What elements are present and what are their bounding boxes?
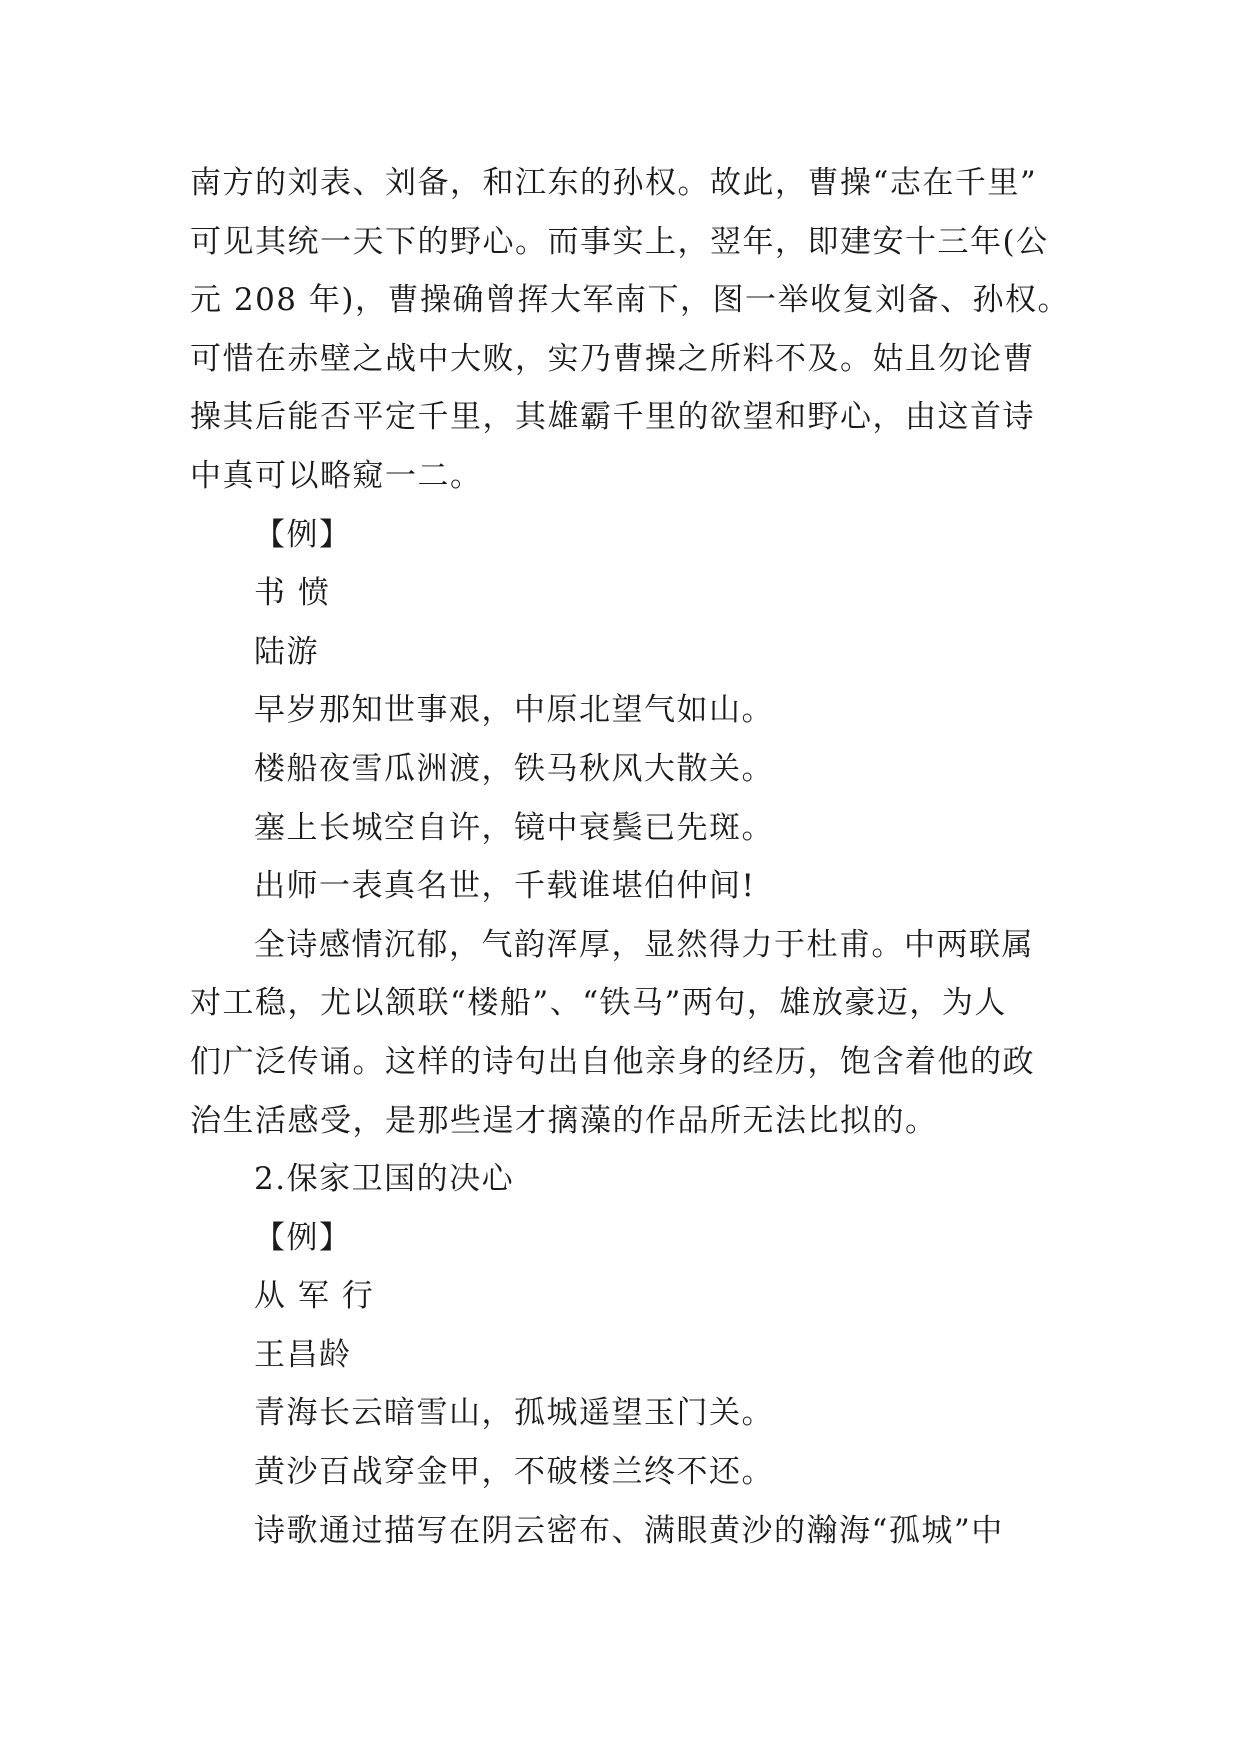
poem-verse-line: 楼船夜雪瓜洲渡，铁马秋风大散关。 [254,750,774,787]
section-heading: 2.保家卫国的决心 [254,1161,515,1198]
poem-verse-line: 早岁那知世事艰，中原北望气如山。 [254,692,774,729]
body-text-line: 操其后能否平定千里，其雄霸千里的欲望和野心，由这首诗 [190,399,1035,436]
body-text-line: 南方的刘表、刘备，和江东的孙权。故此，曹操“志在千里” [190,165,1038,201]
poem-author: 王昌龄 [254,1336,352,1373]
body-text-line: 元 208 年)，曹操确曾挥大军南下，图一举收复刘备、孙权。 [190,282,1070,319]
body-text-line: 可惜在赤壁之战中大败，实乃曹操之所料不及。姑且勿论曹 [190,340,1035,377]
body-text-line: 中真可以略窥一二。 [190,457,483,494]
example-marker: 【例】 [254,1219,352,1256]
poem-verse-line: 出师一表真名世，千载谁堪伯仲间! [254,868,756,905]
document-body [190,154,1070,1560]
poem-title: 从 军 行 [254,1278,375,1315]
body-text-line: 对工稳，尤以颔联“楼船”、“铁马”两句，雄放豪迈，为人 [190,985,1007,1022]
poem-author: 陆游 [254,633,319,670]
poem-verse-line: 黄沙百战穿金甲，不破楼兰终不还。 [254,1454,774,1491]
body-text-line: 可见其统一天下的野心。而事实上，翌年，即建安十三年(公 [190,223,1049,260]
poem-title: 书 愤 [254,575,331,612]
poem-verse-line: 青海长云暗雪山，孤城遥望玉门关。 [254,1395,774,1432]
body-text-line: 全诗感情沉郁，气韵浑厚，显然得力于杜甫。中两联属 [254,926,1034,963]
poem-verse-line: 塞上长城空自许，镜中衰鬓已先斑。 [254,809,774,846]
example-marker: 【例】 [254,516,352,553]
body-text-line: 治生活感受，是那些逞才摛藻的作品所无法比拟的。 [190,1102,938,1139]
body-text-line: 们广泛传诵。这样的诗句出自他亲身的经历，饱含着他的政 [190,1043,1035,1080]
body-text-line: 诗歌通过描写在阴云密布、满眼黄沙的瀚海“孤城”中 [254,1512,1004,1549]
